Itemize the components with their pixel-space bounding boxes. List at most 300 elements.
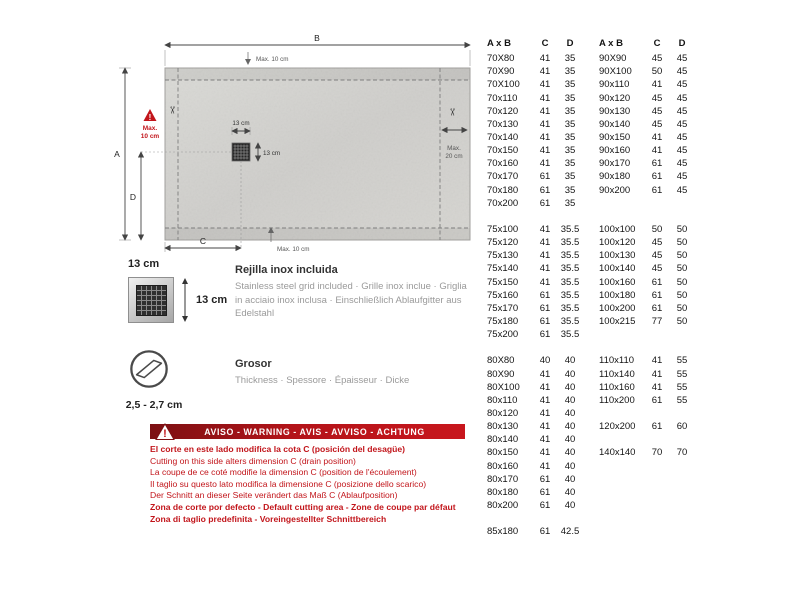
d-cell: 40 — [564, 394, 576, 406]
table-row — [487, 118, 583, 131]
table-row — [487, 144, 583, 157]
size-table — [487, 37, 695, 538]
d-cell: 40 — [564, 407, 576, 419]
size-cell: 80x140 — [487, 434, 519, 446]
warning-line-es: El corte en este lado modifica la cota C (posición del desagüe) — [150, 444, 406, 454]
size-cell: 90x180 — [599, 171, 631, 183]
grid-title: Rejilla inox incluida — [235, 264, 338, 276]
size-cell: 80x180 — [487, 486, 519, 498]
c-cell: 61 — [539, 197, 551, 209]
d-cell: 35.5 — [560, 250, 580, 262]
c-cell: 41 — [651, 131, 663, 143]
c-cell: 61 — [539, 315, 551, 327]
c-cell: 41 — [651, 145, 663, 157]
size-cell — [599, 210, 645, 223]
d-cell: 40 — [564, 368, 576, 380]
size-cell: 80x120 — [487, 407, 519, 419]
warning-line-fr: La coupe de ce coté modifie la dimension C (position de l'écoulement) — [150, 467, 417, 478]
size-cell: 80x130 — [487, 421, 519, 433]
c-cell: 61 — [651, 289, 663, 301]
d-cell: 45 — [676, 105, 688, 117]
size-cell: 80X100 — [487, 381, 520, 393]
table-row — [487, 407, 583, 420]
size-cell: 70x200 — [487, 197, 519, 209]
table-row — [487, 315, 583, 328]
table-row — [599, 197, 695, 210]
table-row — [487, 65, 583, 78]
table-row — [599, 262, 695, 275]
c-cell — [533, 210, 557, 223]
dim-d-label: D — [129, 192, 137, 202]
warning-section — [150, 424, 465, 525]
c-cell — [645, 197, 669, 210]
d-cell: 55 — [676, 368, 688, 380]
size-cell: 120x200 — [599, 421, 636, 433]
table-row — [599, 78, 695, 91]
size-cell: 80x200 — [487, 499, 519, 511]
c-cell: 41 — [539, 53, 551, 65]
c-cell: 41 — [539, 131, 551, 143]
thickness-title: Grosor — [235, 358, 272, 370]
size-cell: 75x140 — [487, 263, 519, 275]
table-row — [599, 446, 695, 459]
table-row — [487, 486, 583, 499]
vertical-measure-arrow-icon — [180, 278, 190, 322]
d-cell: 35 — [564, 105, 576, 117]
c-cell: 45 — [651, 105, 663, 117]
size-cell: 70x140 — [487, 131, 519, 143]
c-cell: 61 — [651, 158, 663, 170]
c-cell: 61 — [651, 184, 663, 196]
c-cell: 41 — [539, 434, 551, 446]
d-cell: 40 — [564, 355, 576, 367]
size-cell: 80X80 — [487, 355, 515, 367]
c-cell: 61 — [539, 289, 551, 301]
size-cell: 100x160 — [599, 276, 636, 288]
warning-exclamation: ! — [148, 113, 152, 122]
warning-banner — [150, 424, 465, 439]
d-cell: 40 — [564, 486, 576, 498]
size-cell: 100x130 — [599, 250, 636, 262]
grid-text-block — [235, 258, 473, 323]
size-cell: 75x170 — [487, 302, 519, 314]
size-cell: 90x130 — [599, 105, 631, 117]
size-cell: 100x120 — [599, 237, 636, 249]
d-cell: 35 — [564, 145, 576, 157]
c-cell: 41 — [651, 368, 663, 380]
scissors-icon: ✂ — [166, 106, 177, 115]
c-cell: 41 — [539, 223, 551, 235]
table-row — [487, 499, 583, 512]
table-row — [599, 52, 695, 65]
size-cell: 140x140 — [599, 447, 636, 459]
size-cell: 90x120 — [599, 92, 631, 104]
size-cell: 90x110 — [599, 79, 630, 91]
c-cell: 41 — [539, 105, 551, 117]
d-cell: 35 — [564, 66, 576, 78]
c-cell: 77 — [651, 315, 663, 327]
size-cell: 110x110 — [599, 355, 635, 367]
table-row — [599, 276, 695, 289]
d-cell: 42.5 — [560, 526, 580, 538]
table-row — [487, 368, 583, 381]
warning-lines — [150, 444, 465, 525]
c-cell: 61 — [651, 421, 663, 433]
left-max-label-1: Max. — [142, 125, 158, 132]
warning-banner-text: AVISO - WARNING - AVIS - AVVISO - ACHTUNG — [204, 426, 425, 437]
d-cell: 50 — [676, 250, 688, 262]
c-cell: 41 — [539, 447, 551, 459]
d-cell: 35.5 — [560, 302, 580, 314]
size-cell: 70x130 — [487, 118, 519, 130]
d-cell: 45 — [676, 79, 688, 91]
table-row — [599, 381, 695, 394]
size-cell — [599, 328, 645, 341]
c-cell: 45 — [651, 92, 663, 104]
c-cell — [645, 328, 669, 341]
grid-info-section — [128, 258, 473, 323]
d-cell: 40 — [564, 447, 576, 459]
d-cell: 50 — [676, 263, 688, 275]
c-cell: 41 — [651, 355, 663, 367]
d-cell — [557, 512, 583, 525]
d-cell: 50 — [676, 276, 688, 288]
svg-text:!: ! — [163, 427, 167, 440]
c-cell: 61 — [539, 302, 551, 314]
thickness-subtitle: Thickness · Spessore · Épaisseur · Dicke — [235, 375, 410, 386]
size-cell — [487, 512, 533, 525]
size-cell: 90x160 — [599, 145, 631, 157]
size-cell: 90x140 — [599, 118, 631, 130]
table-row — [599, 289, 695, 302]
c-cell: 40 — [539, 355, 551, 367]
table-row — [487, 354, 583, 367]
size-cell: 70x150 — [487, 145, 519, 157]
table-row — [487, 197, 583, 210]
table-row — [599, 210, 695, 223]
table-row — [599, 302, 695, 315]
d-cell: 45 — [676, 145, 688, 157]
d-cell: 35.5 — [560, 237, 580, 249]
warning-line-it: Il taglio su questo lato modifica la dimensione C (posizione dello scarico) — [150, 478, 427, 489]
table-row — [487, 420, 583, 433]
d-cell: 35 — [564, 184, 576, 196]
table-row — [487, 223, 583, 236]
header-c: C — [541, 38, 549, 49]
left-max-label-2: 10 cm — [140, 133, 160, 140]
table-row — [487, 210, 583, 223]
drain-height-label: 13 cm — [263, 150, 281, 157]
d-cell: 50 — [676, 223, 688, 235]
tray-texture — [165, 68, 470, 240]
d-cell: 35 — [564, 158, 576, 170]
dim-b-label: B — [314, 33, 320, 43]
top-max-label: Max. 10 cm — [256, 56, 289, 63]
size-cell: 75x130 — [487, 250, 519, 262]
c-cell — [645, 407, 669, 420]
c-cell — [645, 433, 669, 446]
d-cell: 40 — [564, 421, 576, 433]
table-row — [599, 328, 695, 341]
c-cell: 61 — [539, 329, 551, 341]
size-cell: 100x140 — [599, 263, 636, 275]
c-cell: 45 — [651, 263, 663, 275]
d-cell: 35.5 — [560, 289, 580, 301]
table-row — [487, 52, 583, 65]
scissors-icon: ✂ — [446, 108, 457, 117]
d-cell: 35 — [564, 53, 576, 65]
top-cut-band — [166, 69, 470, 81]
table-row — [487, 525, 583, 538]
d-cell: 35 — [564, 79, 576, 91]
warning-default-area-1: Zona de corte por defecto - Default cutting area - Zone de coupe par défaut — [150, 501, 456, 512]
table-row — [487, 433, 583, 446]
size-cell — [599, 407, 645, 420]
table-row — [599, 92, 695, 105]
table-row — [599, 341, 695, 354]
size-cell: 70X90 — [487, 66, 515, 78]
d-cell — [669, 341, 695, 354]
d-cell — [669, 197, 695, 210]
dim-a-label: A — [114, 149, 120, 159]
d-cell: 45 — [676, 53, 688, 65]
table-row — [487, 105, 583, 118]
size-cell — [599, 433, 645, 446]
size-cell: 110x140 — [599, 368, 635, 380]
table-row — [487, 276, 583, 289]
d-cell: 45 — [676, 158, 688, 170]
warning-line-de: Der Schnitt an dieser Seite verändert das Maß C (Ablaufposition) — [150, 490, 398, 501]
size-cell: 70x180 — [487, 184, 519, 196]
size-cell: 80X90 — [487, 368, 515, 380]
size-cell — [487, 210, 533, 223]
d-cell: 40 — [564, 434, 576, 446]
d-cell: 35 — [564, 92, 576, 104]
size-cell: 80x160 — [487, 460, 519, 472]
table-row — [599, 105, 695, 118]
thickness-icon — [128, 348, 170, 390]
c-cell — [645, 341, 669, 354]
d-cell: 55 — [676, 355, 688, 367]
header-axb: A x B — [487, 38, 511, 49]
c-cell: 41 — [539, 79, 551, 91]
table-row — [599, 157, 695, 170]
table-row — [599, 420, 695, 433]
size-cell: 90X100 — [599, 66, 632, 78]
table-row — [599, 394, 695, 407]
table-row — [487, 262, 583, 275]
d-cell — [669, 407, 695, 420]
size-cell: 80x170 — [487, 473, 519, 485]
header-d: D — [678, 38, 686, 49]
d-cell: 45 — [676, 118, 688, 130]
bottom-cut-band — [166, 228, 470, 240]
table-row — [487, 328, 583, 341]
warning-banner-triangle-icon — [155, 423, 175, 441]
c-cell: 61 — [539, 171, 551, 183]
c-cell: 41 — [539, 381, 551, 393]
table-row — [599, 223, 695, 236]
size-cell: 75x120 — [487, 237, 519, 249]
d-cell: 55 — [676, 381, 688, 393]
c-cell: 45 — [651, 118, 663, 130]
c-cell: 61 — [651, 171, 663, 183]
tray-diagram — [105, 30, 485, 262]
d-cell: 45 — [676, 92, 688, 104]
size-cell — [599, 197, 645, 210]
table-row — [487, 512, 583, 525]
table-row — [599, 184, 695, 197]
table-row — [487, 170, 583, 183]
size-cell: 90x200 — [599, 184, 631, 196]
grid-subtitle: Stainless steel grid included · Grille inox inclue · Griglia in acciaio inox inclusa · Einschließlich Ablaufgitter aus Edelstahl — [235, 281, 467, 319]
table-row — [599, 368, 695, 381]
c-cell: 50 — [651, 223, 663, 235]
d-cell — [557, 341, 583, 354]
c-cell: 61 — [539, 184, 551, 196]
thickness-range: 2,5 - 2,7 cm — [125, 399, 183, 411]
size-cell: 80x110 — [487, 394, 518, 406]
d-cell: 40 — [564, 473, 576, 485]
table-row — [599, 170, 695, 183]
d-cell: 45 — [676, 131, 688, 143]
table-row — [487, 381, 583, 394]
c-cell: 41 — [539, 250, 551, 262]
table-row — [599, 249, 695, 262]
c-cell: 41 — [651, 79, 663, 91]
d-cell: 35.5 — [560, 263, 580, 275]
size-cell: 70x110 — [487, 92, 518, 104]
size-cell: 90x170 — [599, 158, 631, 170]
table-row — [599, 433, 695, 446]
table-row — [599, 354, 695, 367]
d-cell: 35 — [564, 131, 576, 143]
warning-default-area-2: Zona di taglio predefinita - Voreingestellter Schnittbereich — [150, 513, 387, 524]
c-cell: 45 — [651, 237, 663, 249]
c-cell: 41 — [651, 381, 663, 393]
c-cell: 61 — [539, 526, 551, 538]
table-row — [487, 394, 583, 407]
d-cell — [669, 210, 695, 223]
drain-width-label: 13 cm — [232, 120, 250, 127]
d-cell: 45 — [676, 184, 688, 196]
c-cell: 41 — [539, 421, 551, 433]
d-cell: 35.5 — [560, 223, 580, 235]
size-cell: 100x200 — [599, 302, 636, 314]
table-row — [487, 446, 583, 459]
c-cell: 45 — [651, 250, 663, 262]
c-cell: 41 — [539, 407, 551, 419]
size-cell: 75x180 — [487, 315, 519, 327]
table-row — [487, 157, 583, 170]
grid-width-label: 13 cm — [128, 258, 160, 270]
c-cell: 41 — [539, 276, 551, 288]
c-cell: 41 — [539, 158, 551, 170]
thickness-icon-block — [125, 348, 235, 411]
table-row — [599, 65, 695, 78]
c-cell: 41 — [539, 237, 551, 249]
table-header — [599, 37, 695, 50]
size-cell: 70X80 — [487, 53, 515, 65]
thickness-text-block — [235, 348, 473, 411]
table-row — [487, 473, 583, 486]
size-cell: 70x120 — [487, 105, 519, 117]
size-cell: 110x160 — [599, 381, 635, 393]
d-cell: 35.5 — [560, 276, 580, 288]
grid-height-label: 13 cm — [196, 294, 228, 306]
size-cell — [487, 341, 533, 354]
table-row — [487, 184, 583, 197]
size-cell: 75x160 — [487, 289, 519, 301]
d-cell — [669, 328, 695, 341]
c-cell — [645, 210, 669, 223]
c-cell: 61 — [539, 486, 551, 498]
header-c: C — [653, 38, 661, 49]
table-row — [487, 289, 583, 302]
c-cell: 41 — [539, 394, 551, 406]
c-cell: 41 — [539, 460, 551, 472]
right-max-label-2: 20 cm — [445, 153, 463, 160]
header-d: D — [566, 38, 574, 49]
d-cell: 45 — [676, 66, 688, 78]
table-row — [487, 92, 583, 105]
d-cell: 50 — [676, 315, 688, 327]
d-cell: 35 — [564, 197, 576, 209]
d-cell: 70 — [676, 447, 688, 459]
size-cell: 80x150 — [487, 447, 519, 459]
c-cell: 41 — [539, 368, 551, 380]
c-cell: 61 — [651, 302, 663, 314]
d-cell: 35 — [564, 171, 576, 183]
size-cell: 75x100 — [487, 223, 519, 235]
table-row — [487, 302, 583, 315]
d-cell: 55 — [676, 394, 688, 406]
table-row — [487, 78, 583, 91]
bottom-max-label: Max. 10 cm — [277, 246, 310, 253]
size-cell: 110x200 — [599, 394, 635, 406]
header-axb: A x B — [599, 38, 623, 49]
grid-pattern — [136, 285, 167, 316]
thickness-section — [125, 348, 473, 411]
size-cell: 90x150 — [599, 131, 631, 143]
size-cell: 75x200 — [487, 329, 519, 341]
size-cell: 100x180 — [599, 289, 636, 301]
c-cell: 70 — [651, 447, 663, 459]
c-cell: 61 — [651, 276, 663, 288]
d-cell: 45 — [676, 171, 688, 183]
d-cell: 60 — [676, 421, 688, 433]
d-cell — [557, 210, 583, 223]
d-cell: 40 — [564, 381, 576, 393]
table-row — [487, 460, 583, 473]
table-row — [487, 236, 583, 249]
stainless-grid-icon — [128, 277, 174, 323]
c-cell — [533, 341, 557, 354]
d-cell: 50 — [676, 302, 688, 314]
c-cell: 41 — [539, 118, 551, 130]
size-cell: 70x170 — [487, 171, 519, 183]
c-cell — [533, 512, 557, 525]
d-cell: 35.5 — [560, 329, 580, 341]
d-cell: 50 — [676, 289, 688, 301]
size-cell: 70x160 — [487, 158, 519, 170]
c-cell: 45 — [651, 53, 663, 65]
dim-c-label: C — [199, 236, 207, 246]
table-header — [487, 37, 583, 50]
size-cell — [599, 341, 645, 354]
table-row — [599, 236, 695, 249]
c-cell: 50 — [651, 66, 663, 78]
